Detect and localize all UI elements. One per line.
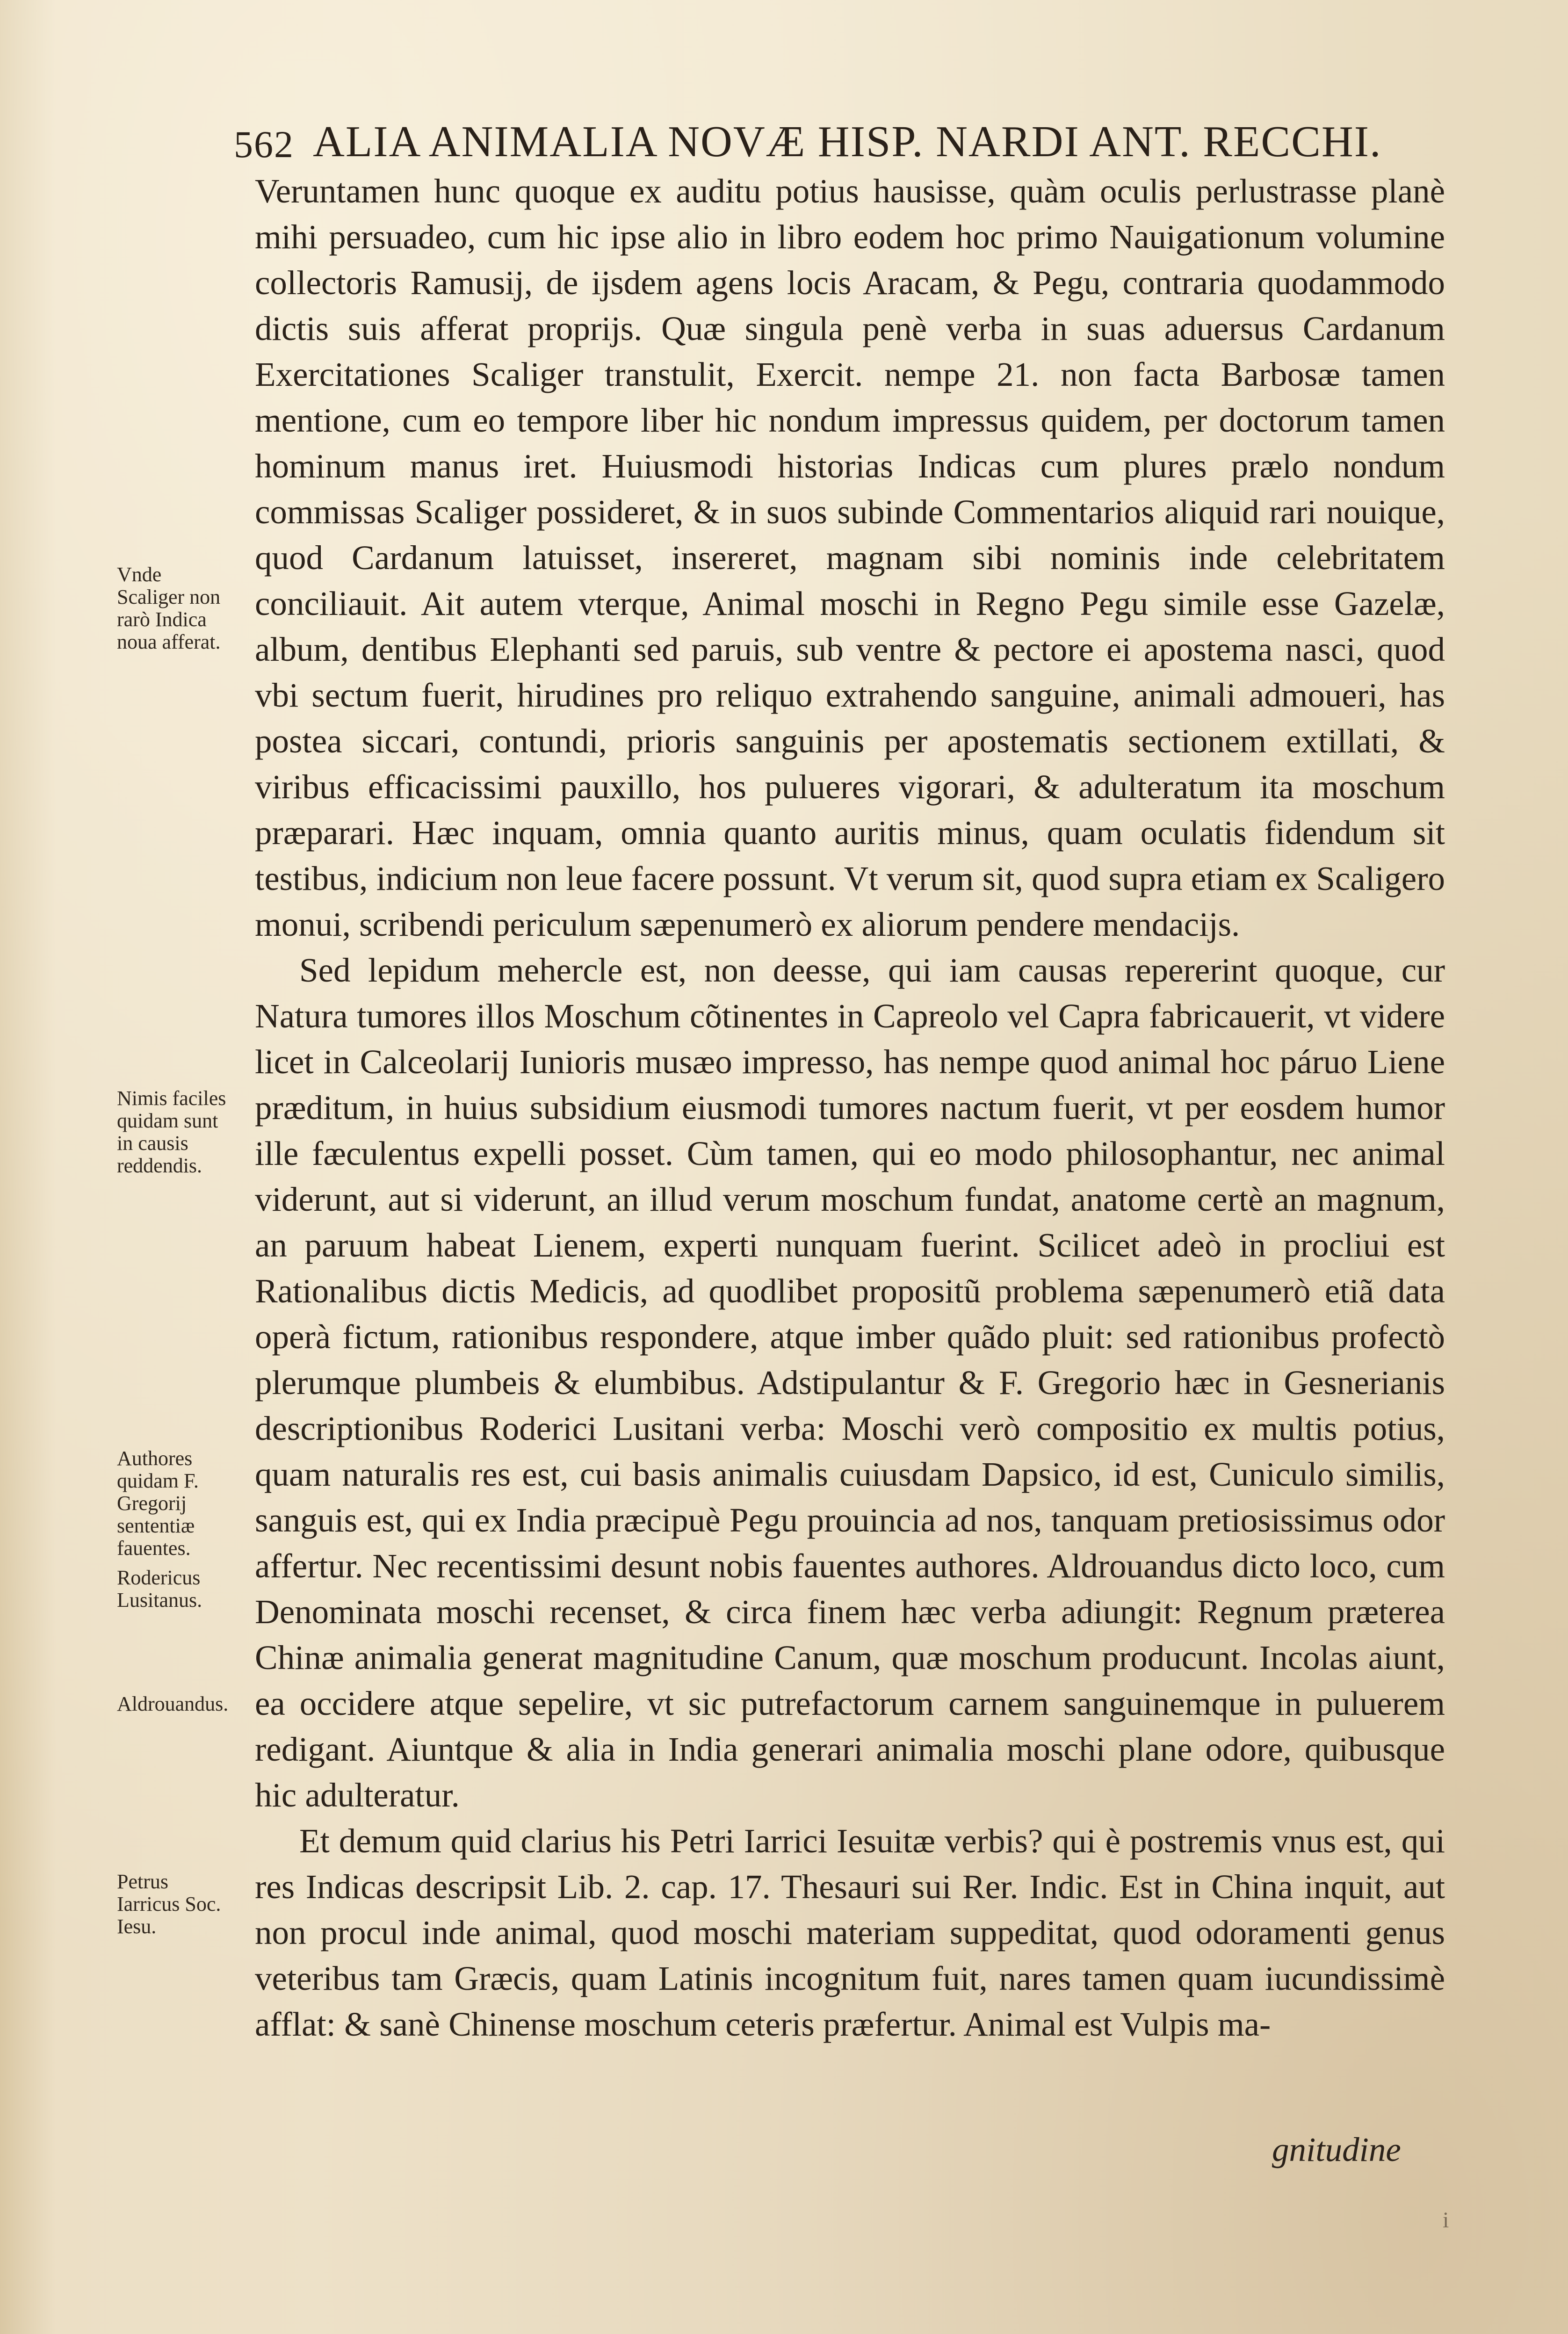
margin-note-causis: Nimis faciles quidam sunt in causis reddendis. (117, 1087, 226, 1177)
margin-note-iarricus: Petrus Iarricus Soc. Iesu. (117, 1870, 221, 1938)
catchword: gnitudine (1272, 2131, 1401, 2168)
margin-note-scaliger: Vnde Scaliger non rarò Indica noua afferat. (117, 563, 221, 653)
margin-note-rodericus: Rodericus Lusitanus. (117, 1566, 202, 1611)
margin-note-authores: Authores quidam F. Gregorij sententiæ fauentes. (117, 1447, 199, 1560)
paragraph-2: Sed lepidum mehercle est, non deesse, qui iam causas repererint quoque, cur Natura tumores illos Moschum cõtinentes in Capreolo vel Capra fabricauerit, vt videre licet in Calceolarij Iunioris musæo impresso, has nempe quod animal hoc páruo Liene præditum, in huius subsidium eiusmodi tumores nactum fuerit, vt per eosdem humor ille fæculentus expelli posset. Cùm tamen, qui eo modo philosophantur, nec animal viderunt, aut si viderunt, an illud verum moschum fundat, anatome certè an magnum, an paruum habeat Lienem, experti nunquam fuerint. Scilicet adeò in procliui est Rationalibus dictis Medicis, ad quodlibet propositũ problema sæpenumerò etiã data operà fictum, rationibus respondere, atque imber quãdo pluit: sed rationibus profectò plerumque plumbeis & elumbibus. Adstipulantur & F. Gregorio hæc in Gesnerianis descriptionibus Roderici Lusitani verba: Moschi verò compositio ex multis potius, quam naturalis res est, cui basis animalis cuiusdam Dapsico, id est, Cuniculo similis, sanguis est, qui ex India præcipuè Pegu prouincia ad nos, tanquam pretiosissimus odor affertur. Nec recentissimi desunt nobis fauentes authores. Aldrouandus dicto loco, cum Denominata moschi recenset, & circa finem hæc verba adiungit: Regnum præterea Chinæ animalia generat magnitudine Canum, quæ moschum producunt. Incolas aiunt, ea occidere atque sepelire, vt sic putrefactorum carnem sanguinemque in puluerem redigant. Aiuntque & alia in India generari animalia moschi plane odore, quibusque hic adulteratur. (255, 951, 1445, 1814)
page-header (234, 108, 1431, 164)
paragraph-3: Et demum quid clarius his Petri Iarrici Iesuitæ verbis? qui è postremis vnus est, qui res Indicas descripsit Lib. 2. cap. 17. Thesauri sui Rer. Indic. Est in China inquit, aut non procul inde animal, quod moschi materiam suppeditat, quod odoramenti genus veteribus tam Græcis, quam Latinis incognitum fuit, nares tamen quam iucundissimè afflat: & sanè Chinense moschum ceteris præfertur. Animal est Vulpis ma- (255, 1822, 1445, 2043)
page-number: 562 (234, 123, 294, 166)
margin-note-aldrouandus: Aldrouandus. (117, 1692, 229, 1715)
signature-mark: i (1443, 2208, 1449, 2233)
paragraph-1: Veruntamen hunc quoque ex auditu potius hausisse, quàm oculis perlustrasse planè mihi persuadeo, cum hic ipse alio in libro eodem hoc primo Nauigationum volumine collectoris Ramusij, de ijsdem agens locis Aracam, & Pegu, contraria quodammodo dictis suis afferat proprijs. Quæ singula penè verba in suas aduersus Cardanum Exercitationes Scaliger transtulit, Exercit. nempe 21. non facta Barbosæ tamen mentione, cum eo tempore liber hic nondum impressus quidem, per doctorum tamen hominum manus iret. Huiusmodi historias Indicas cum plures prælo nondum commissas Scaliger possideret, & in suos subinde Commentarios aliquid rari nouique, quod Cardanum latuisset, insereret, magnam sibi nominis inde celebritatem conciliauit. Ait autem vterque, Animal moschi in Regno Pegu simile esse Gazelæ, album, dentibus Elephanti sed paruis, sub ventre & pectore ei apostema nasci, quod vbi sectum fuerit, hirudines pro reliquo extrahendo sanguine, animali admoueri, has postea siccari, contundi, prioris sanguinis per apostematis sectionem extillati, & viribus efficacissimi pauxillo, hos pulueres vigorari, & adulteratum ita moschum præparari. Hæc inquam, omnia quanto auritis minus, quam oculatis fidendum sit testibus, indicium non leue facere possunt. Vt verum sit, quod supra etiam ex Scaligero monui, scribendi periculum sæpenumerò ex aliorum pendere mendacijs. (255, 172, 1445, 943)
running-title: ALIA ANIMALIA NOVÆ HISP. NARDI ANT. RECCHI. (313, 117, 1382, 166)
main-text (255, 168, 1445, 2047)
